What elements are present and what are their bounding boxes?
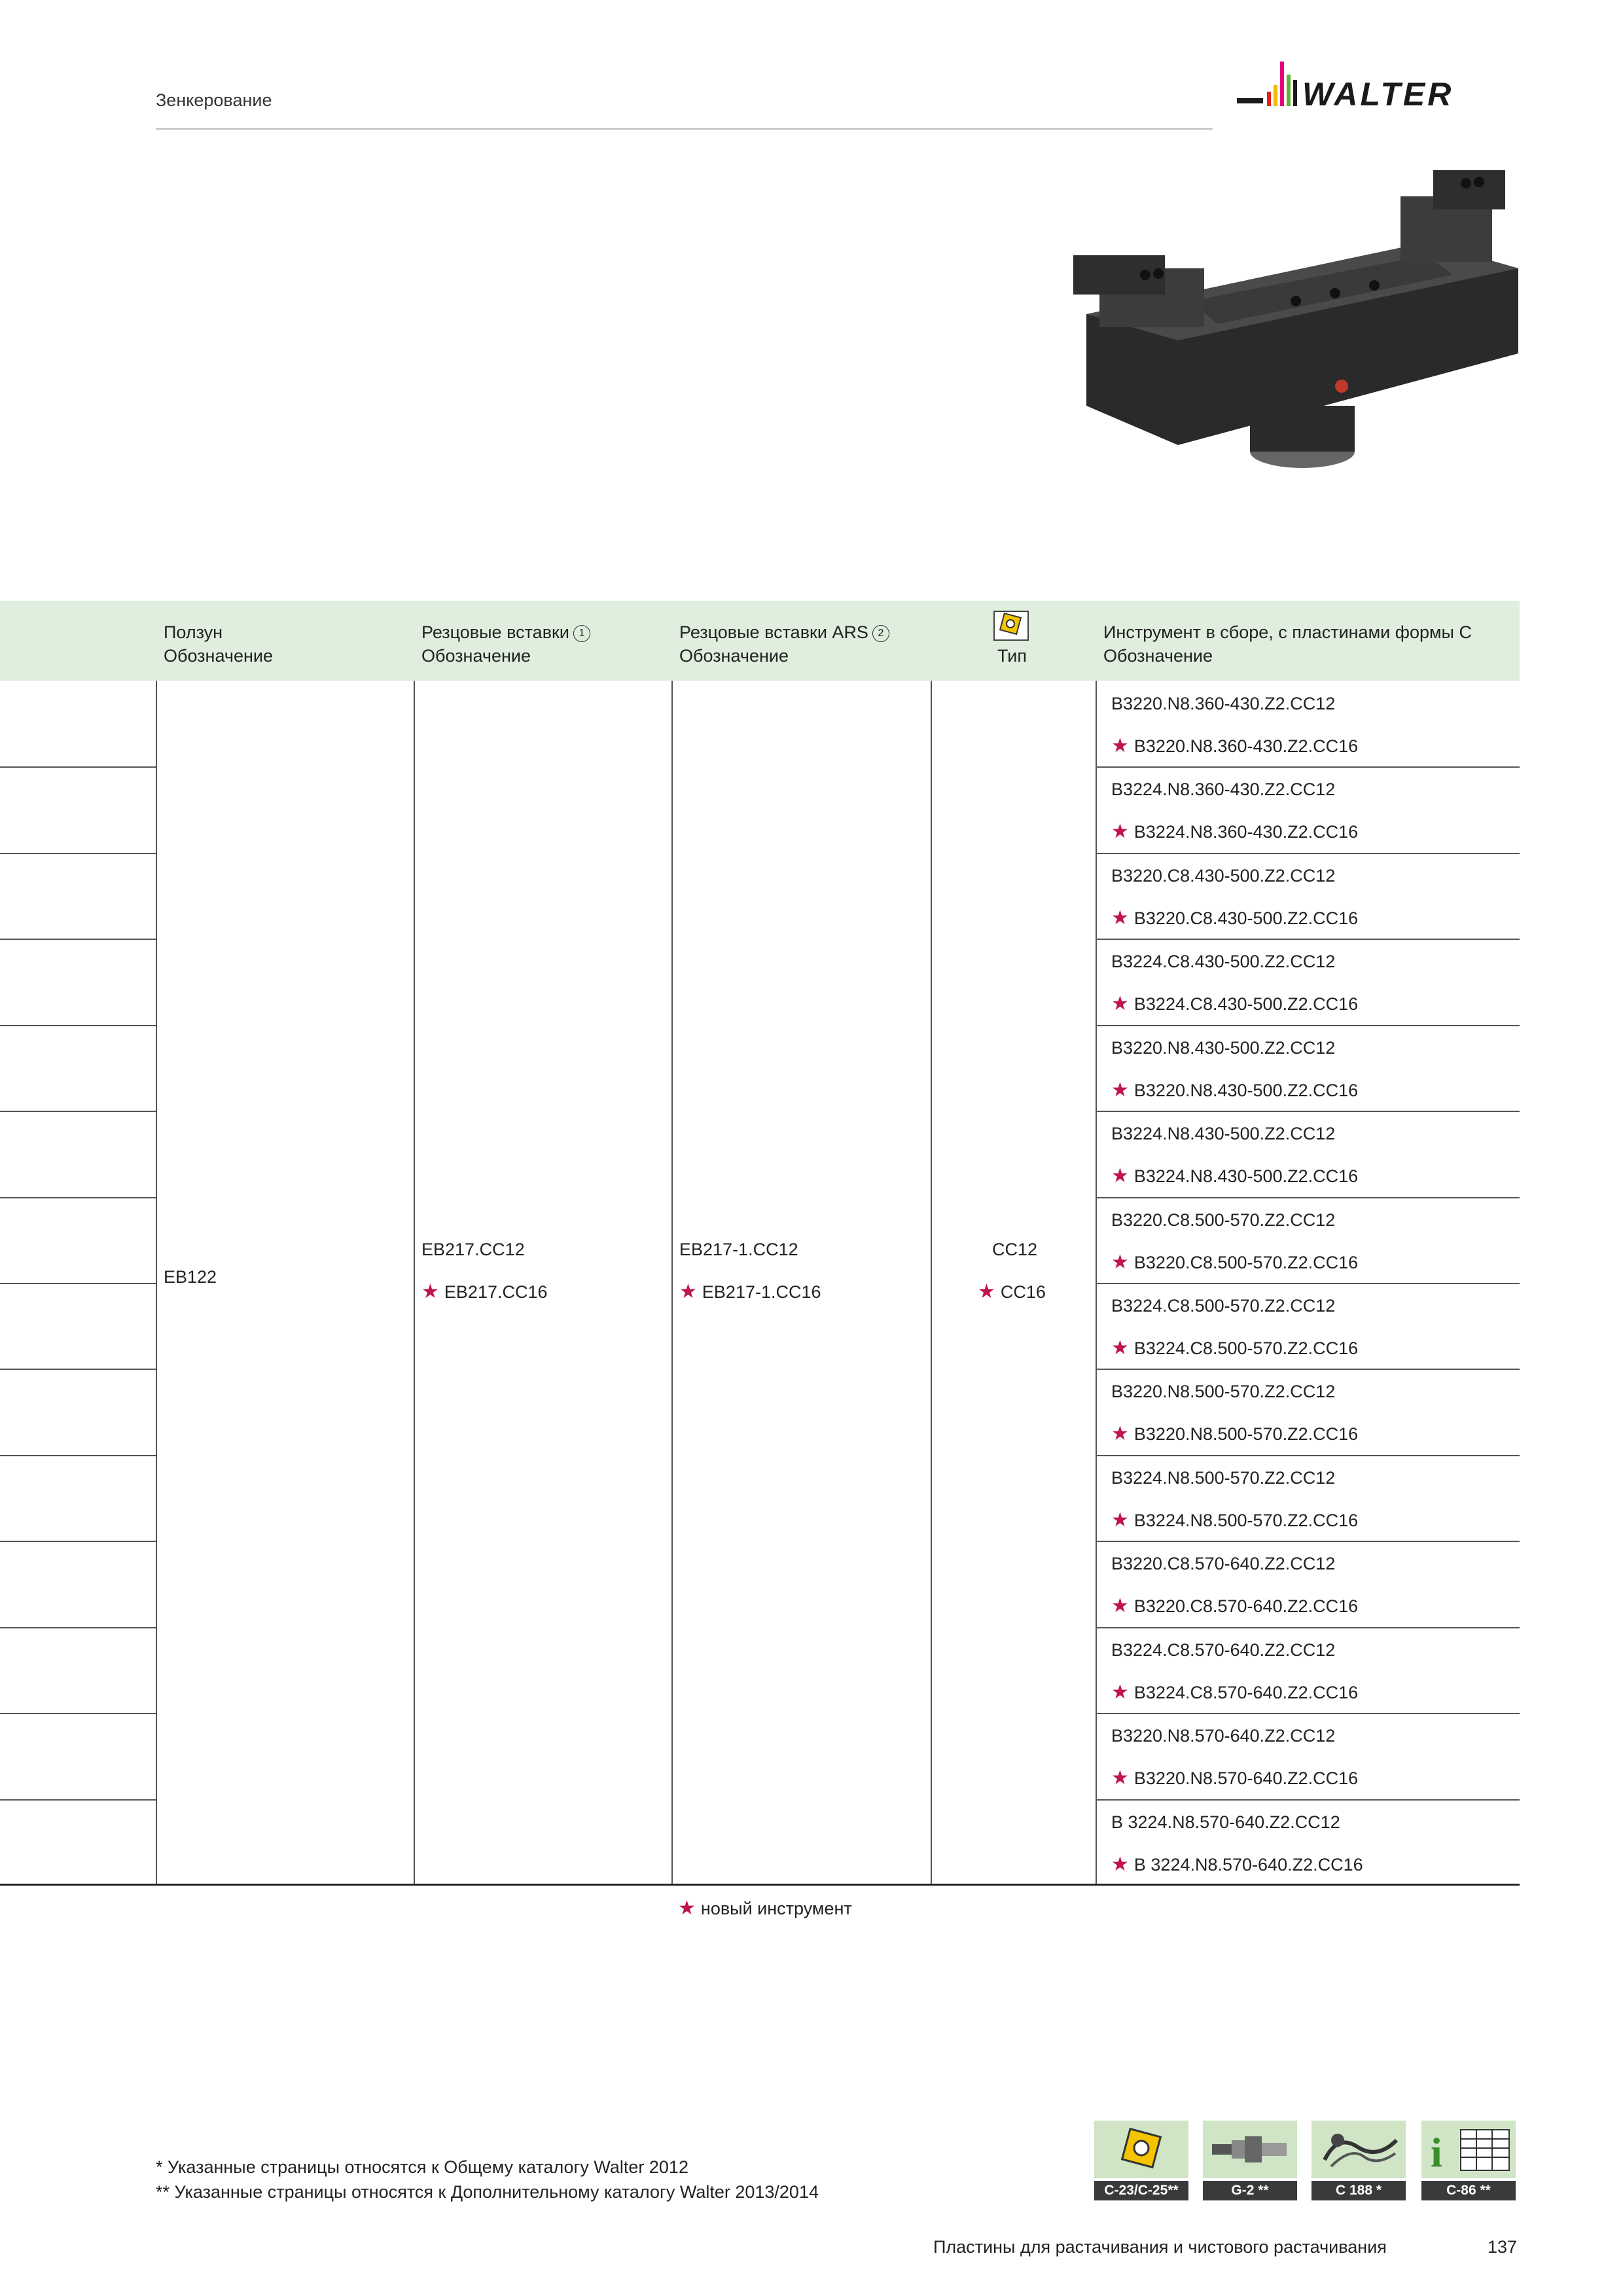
tool-designation-new: ★ B3220.N8.360-430.Z2.CC16 bbox=[1111, 735, 1359, 757]
new-star-icon: ★ bbox=[978, 1281, 995, 1302]
tool-designation-new: ★ B3224.C8.430-500.Z2.CC16 bbox=[1111, 993, 1359, 1015]
row-divider bbox=[1096, 1283, 1520, 1284]
insert-ars-value: ★ EB217-1.CC16 bbox=[679, 1281, 821, 1302]
new-star-icon: ★ bbox=[421, 1281, 439, 1302]
insert-value: ★ EB217.CC16 bbox=[421, 1281, 548, 1302]
new-star-icon: ★ bbox=[1111, 906, 1129, 929]
tool-designation: B 3224.N8.570-640.Z2.CC12 bbox=[1111, 1812, 1340, 1832]
tool-designation-new: ★ B3224.N8.360-430.Z2.CC16 bbox=[1111, 821, 1359, 843]
table-body bbox=[0, 681, 1520, 1885]
tool-designation: B3220.N8.500-570.Z2.CC12 bbox=[1111, 1382, 1336, 1402]
new-star-icon: ★ bbox=[1111, 1853, 1129, 1875]
tool-designation-new: ★ B3224.N8.430-500.Z2.CC16 bbox=[1111, 1165, 1359, 1187]
new-star-icon: ★ bbox=[1111, 1595, 1129, 1617]
table-bottom-rule bbox=[0, 1884, 1520, 1886]
tool-designation: B3224.N8.360-430.Z2.CC12 bbox=[1111, 780, 1336, 800]
new-star-icon: ★ bbox=[1111, 821, 1129, 843]
ref-holder[interactable]: G-2 ** bbox=[1203, 2121, 1297, 2200]
type-value: CC12 bbox=[992, 1240, 1038, 1259]
header-inserts: Резцовые вставки 1 Обозначение bbox=[421, 620, 590, 668]
tool-designation-new: ★ B3220.N8.570-640.Z2.CC16 bbox=[1111, 1767, 1359, 1789]
row-divider bbox=[0, 1197, 156, 1198]
legend: ★ новый инструмент bbox=[678, 1897, 852, 1919]
tool-designation-new: ★ B3220.N8.430-500.Z2.CC16 bbox=[1111, 1079, 1359, 1101]
row-divider bbox=[0, 1455, 156, 1456]
page-number: 137 bbox=[1488, 2237, 1518, 2257]
tool-designation: B3220.C8.500-570.Z2.CC12 bbox=[1111, 1210, 1336, 1230]
row-divider bbox=[1096, 1541, 1520, 1542]
holder-icon bbox=[1203, 2121, 1297, 2178]
type-value: ★ CC16 bbox=[978, 1281, 1046, 1302]
column-divider bbox=[414, 681, 415, 1885]
header-type: Тип bbox=[997, 646, 1027, 666]
row-divider bbox=[0, 1111, 156, 1112]
row-divider bbox=[1096, 1111, 1520, 1112]
column-divider bbox=[156, 681, 157, 1885]
header-tool: Инструмент в сборе, с пластинами формы С Обозначение bbox=[1103, 622, 1472, 666]
row-divider bbox=[1096, 1455, 1520, 1456]
tool-designation: B3220.C8.430-500.Z2.CC12 bbox=[1111, 865, 1336, 886]
svg-text:i: i bbox=[1431, 2129, 1442, 2176]
section-title: Зенкерование bbox=[156, 90, 272, 110]
row-divider bbox=[1096, 1713, 1520, 1714]
row-divider bbox=[1096, 1025, 1520, 1026]
footer-title: Пластины для растачивания и чистового растачивания bbox=[933, 2237, 1387, 2257]
column-divider bbox=[671, 681, 673, 1885]
tool-designation: B3220.N8.430-500.Z2.CC12 bbox=[1111, 1037, 1336, 1058]
tool-designation-new: ★ B 3224.N8.570-640.Z2.CC16 bbox=[1111, 1853, 1363, 1875]
row-divider bbox=[0, 1025, 156, 1026]
tool-designation-new: ★ B3224.N8.500-570.Z2.CC16 bbox=[1111, 1509, 1359, 1531]
column-divider bbox=[931, 681, 932, 1885]
footnote-general-catalog: * Указанные страницы относятся к Общему каталогу Walter 2012 bbox=[156, 2157, 688, 2177]
walter-logo bbox=[1237, 62, 1518, 127]
new-star-icon: ★ bbox=[1111, 1423, 1129, 1445]
header-divider bbox=[156, 128, 1213, 130]
row-divider bbox=[1096, 1369, 1520, 1370]
row-divider bbox=[0, 853, 156, 854]
ref-info-table[interactable]: i C-86 ** bbox=[1421, 2121, 1516, 2200]
tool-designation: B3224.C8.430-500.Z2.CC12 bbox=[1111, 952, 1336, 972]
header-slider: Ползун Обозначение bbox=[164, 622, 273, 666]
tool-designation-new: ★ B3220.C8.570-640.Z2.CC16 bbox=[1111, 1595, 1359, 1617]
header-inserts-ars: Резцовые вставки ARS 2 Обозначение bbox=[679, 620, 889, 668]
insert-icon bbox=[1094, 2121, 1188, 2178]
row-divider bbox=[0, 1713, 156, 1714]
tool-designation-new: ★ B3220.N8.500-570.Z2.CC16 bbox=[1111, 1423, 1359, 1445]
tool-designation-new: ★ B3224.C8.570-640.Z2.CC16 bbox=[1111, 1681, 1359, 1703]
footnote-marker: 2 bbox=[872, 625, 889, 642]
new-star-icon: ★ bbox=[1111, 1079, 1129, 1101]
row-divider bbox=[0, 1541, 156, 1542]
row-divider bbox=[1096, 1197, 1520, 1198]
row-divider bbox=[0, 766, 156, 768]
row-divider bbox=[1096, 853, 1520, 854]
row-divider bbox=[1096, 766, 1520, 768]
ref-insert[interactable]: C-23/C-25** bbox=[1094, 2121, 1188, 2200]
tool-designation: B3224.N8.430-500.Z2.CC12 bbox=[1111, 1124, 1336, 1144]
ref-cutting-data[interactable]: C 188 * bbox=[1311, 2121, 1406, 2200]
tool-designation: B3224.N8.500-570.Z2.CC12 bbox=[1111, 1467, 1336, 1488]
row-divider bbox=[0, 939, 156, 940]
row-divider bbox=[0, 1627, 156, 1628]
new-star-icon: ★ bbox=[1111, 1337, 1129, 1359]
row-divider bbox=[0, 1799, 156, 1801]
new-star-icon: ★ bbox=[678, 1897, 696, 1919]
insert-value: EB217.CC12 bbox=[421, 1240, 525, 1259]
new-star-icon: ★ bbox=[1111, 1165, 1129, 1187]
new-star-icon: ★ bbox=[1111, 1509, 1129, 1531]
footnote-supplement-catalog: ** Указанные страницы относятся к Дополнительному каталогу Walter 2013/2014 bbox=[156, 2182, 819, 2202]
tool-designation: B3220.N8.570-640.Z2.CC12 bbox=[1111, 1726, 1336, 1746]
new-star-icon: ★ bbox=[1111, 993, 1129, 1015]
new-star-icon: ★ bbox=[1111, 1251, 1129, 1273]
tool-designation: B3220.N8.360-430.Z2.CC12 bbox=[1111, 694, 1336, 713]
tool-designation-new: ★ B3220.C8.430-500.Z2.CC16 bbox=[1111, 906, 1359, 929]
insert-ars-value: EB217-1.CC12 bbox=[679, 1240, 798, 1259]
footnote-marker: 1 bbox=[573, 625, 590, 642]
new-star-icon: ★ bbox=[1111, 1681, 1129, 1703]
row-divider bbox=[1096, 939, 1520, 940]
tool-designation-new: ★ B3224.C8.500-570.Z2.CC16 bbox=[1111, 1337, 1359, 1359]
tool-designation: B3220.C8.570-640.Z2.CC12 bbox=[1111, 1554, 1336, 1574]
row-divider bbox=[1096, 1627, 1520, 1628]
slider-designation: EB122 bbox=[164, 1267, 217, 1287]
new-star-icon: ★ bbox=[679, 1281, 697, 1302]
insert-shape-icon bbox=[993, 610, 1029, 641]
row-divider bbox=[0, 1369, 156, 1370]
product-image bbox=[1060, 170, 1531, 478]
tool-designation-new: ★ B3220.C8.500-570.Z2.CC16 bbox=[1111, 1251, 1359, 1273]
logo-text: WALTER bbox=[1302, 76, 1454, 113]
new-star-icon: ★ bbox=[1111, 735, 1129, 757]
tool-designation: B3224.C8.500-570.Z2.CC12 bbox=[1111, 1296, 1336, 1316]
new-star-icon: ★ bbox=[1111, 1767, 1129, 1789]
row-divider bbox=[0, 1283, 156, 1284]
cutting-data-icon bbox=[1311, 2121, 1406, 2178]
info-table-icon bbox=[1421, 2121, 1516, 2178]
row-divider bbox=[1096, 1799, 1520, 1801]
tool-designation: B3224.C8.570-640.Z2.CC12 bbox=[1111, 1640, 1336, 1660]
table-header bbox=[0, 601, 1520, 681]
